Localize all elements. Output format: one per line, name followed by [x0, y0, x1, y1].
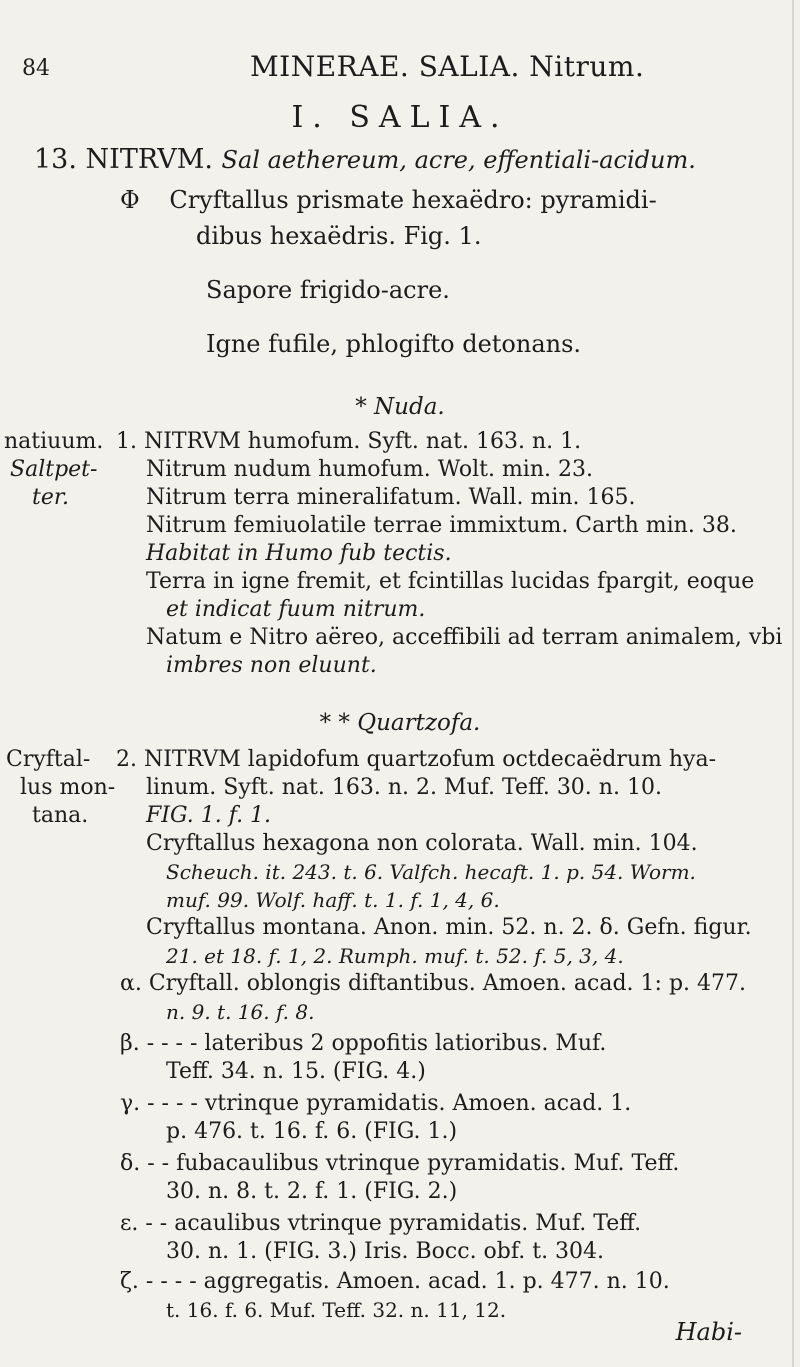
section-title: I. SALIA.	[291, 100, 509, 135]
nuda-heading: * Nuda.	[355, 394, 445, 420]
nuda-line-9: imbres non eluunt.	[166, 653, 377, 678]
nuda-line-7: et indicat fuum nitrum.	[166, 597, 426, 622]
entry-13-line-3: dibus hexaëdris. Fig. 1.	[196, 222, 482, 250]
quartz-line-12: Teff. 34. n. 15. (FIG. 4.)	[166, 1059, 426, 1084]
quartz-line-19: ζ. - - - - aggregatis. Amoen. acad. 1. p. 477. n. 10.	[120, 1269, 670, 1294]
quartzosa-heading: * * Quartzofa.	[319, 710, 481, 736]
quartz-line-13: γ. - - - - vtrinque pyramidatis. Amoen. acad. 1.	[120, 1091, 632, 1116]
quartz-line-15: δ. - - fubacaulibus vtrinque pyramidatis. Muf. Teff.	[120, 1151, 680, 1176]
running-title: MINERAE. SALIA. Nitrum.	[250, 50, 645, 83]
nuda-line-4: Nitrum femiuolatile terrae immixtum. Carth min. 38.	[146, 513, 737, 538]
quartz-line-16: 30. n. 8. t. 2. f. 1. (FIG. 2.)	[166, 1179, 458, 1204]
entry-definition: Sal aethereum, acre, effentiali-acidum.	[221, 146, 696, 174]
entry-number: 13.	[34, 144, 77, 175]
quartz-line-4: Cryftallus hexagona non colorata. Wall. min. 104.	[146, 831, 698, 856]
quartz-line-14: p. 476. t. 16. f. 6. (FIG. 1.)	[166, 1119, 458, 1144]
nuda-line-2: Nitrum nudum humofum. Wolt. min. 23.	[146, 457, 593, 482]
quartz-line-9: α. Cryftall. oblongis diftantibus. Amoen. acad. 1: p. 477.	[120, 971, 747, 996]
quartz-line-1: 2. NITRVM lapidofum quartzofum octdecaëdrum hya-	[116, 747, 717, 772]
quartz-line-17: ε. - - acaulibus vtrinque pyramidatis. Muf. Teff.	[120, 1211, 642, 1236]
quartz-line-20: t. 16. f. 6. Muf. Teff. 32. n. 11, 12.	[166, 1298, 507, 1322]
quartz-line-7: Cryftallus montana. Anon. min. 52. n. 2. δ. Gefn. figur.	[146, 915, 752, 940]
margin-note-4: Cryftal-	[6, 747, 91, 772]
margin-note-2: Saltpet-	[10, 457, 98, 482]
margin-note-6: tana.	[32, 803, 89, 828]
entry-name: NITRVM.	[85, 144, 213, 175]
margin-note-3: ter.	[32, 485, 69, 510]
quartz-line-2: linum. Syft. nat. 163. n. 2. Muf. Teff. 30. n. 10.	[146, 775, 662, 800]
entry-13-line-2: Φ Cryftallus prismate hexaëdro: pyramidi-	[120, 186, 657, 214]
quartz-line-18: 30. n. 1. (FIG. 3.) Iris. Bocc. obf. t. 304.	[166, 1239, 605, 1264]
phi-symbol: Φ	[120, 186, 140, 214]
catchword: Habi-	[675, 1318, 742, 1346]
sapore-line: Sapore frigido-acre.	[206, 276, 450, 304]
page-edge	[792, 0, 794, 1367]
quartz-line-11: β. - - - - lateribus 2 oppofitis latioribus. Muf.	[120, 1031, 607, 1056]
page-number: 84	[22, 56, 50, 81]
quartz-line-10: n. 9. t. 16. f. 8.	[166, 1000, 315, 1024]
quartz-line-6: muf. 99. Wolf. haff. t. 1. f. 1, 4, 6.	[166, 888, 500, 912]
entry-13-line-1	[34, 146, 696, 174]
nuda-line-5: Habitat in Humo fub tectis.	[146, 541, 452, 566]
quartz-line-5: Scheuch. it. 243. t. 6. Valfch. hecaft. 1. p. 54. Worm.	[166, 860, 696, 884]
nuda-line-6: Terra in igne fremit, et fcintillas lucidas fpargit, eoque	[146, 569, 755, 594]
nuda-line-8: Natum e Nitro aëreo, acceffibili ad terram animalem, vbi	[146, 625, 783, 650]
margin-note-1: natiuum.	[4, 429, 104, 454]
quartz-line-3: FIG. 1. f. 1.	[146, 803, 272, 828]
nuda-line-3: Nitrum terra mineralifatum. Wall. min. 165.	[146, 485, 636, 510]
igne-line: Igne fufile, phlogifto detonans.	[206, 330, 582, 358]
quartz-line-8: 21. et 18. f. 1, 2. Rumph. muf. t. 52. f. 5, 3, 4.	[166, 944, 624, 968]
margin-note-5: lus mon-	[20, 775, 116, 800]
nuda-line-1: 1. NITRVM humofum. Syft. nat. 163. n. 1.	[116, 429, 582, 454]
page-header	[0, 50, 800, 90]
